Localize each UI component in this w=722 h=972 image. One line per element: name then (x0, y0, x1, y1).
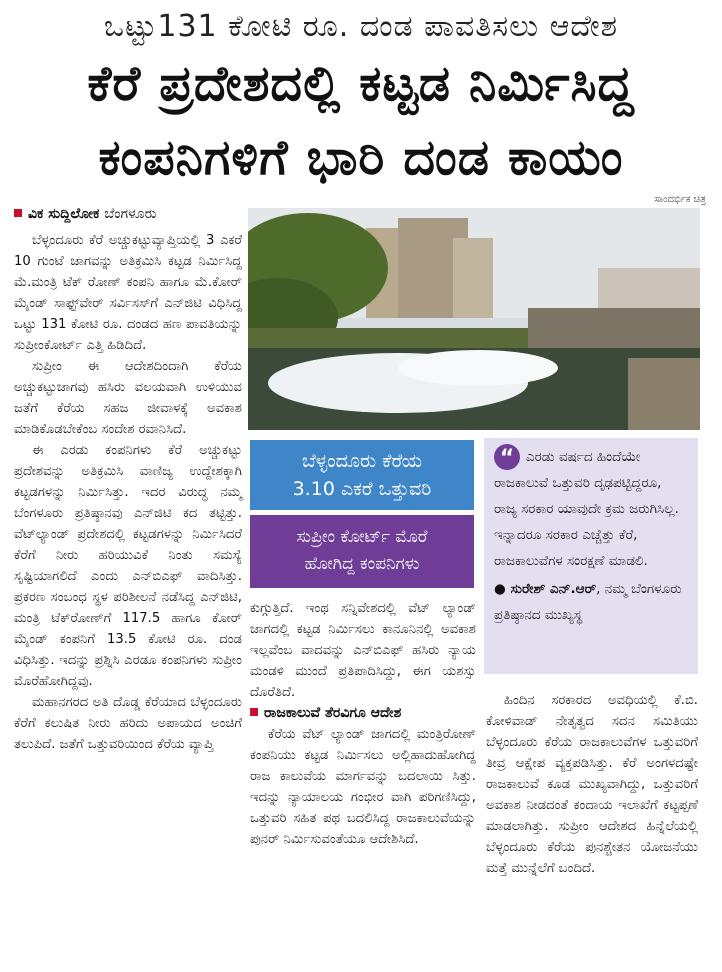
bullet-square-icon (14, 209, 22, 217)
article-column-2 (250, 598, 476, 850)
byline (14, 206, 244, 222)
bullet-dot-icon: ● (494, 581, 511, 597)
kicker: ಒಟ್ಟು131 ಕೋಟಿ ರೂ. ದಂಡ ಪಾವತಿಸಲು ಆದೇಶ (103, 9, 619, 44)
article-column-3 (486, 690, 698, 879)
paragraph: ಹಿಂದಿನ ಸರಕಾರದ ಅವಧಿಯಲ್ಲಿ ಕೆ.ಬಿ. ಕೋಳಿವಾಡ್ ನೇತೃತ್ವದ ಸದನ ಸಮಿತಿಯು ಬೆಳ್ಳಂದೂರು ಕೆರೆಯ ರಾಜಕಾಲುವೆಗಳ ಒತ್ತುವರಿಗೆ ತೀವ್ರ ಆಕ್ಷೇಪ ವ್ಯಕ್ತಪಡಿಸಿತ್ತು. ಕೆರೆ ಅಂಗಳದಷ್ಟೇ ರಾಜಕಾಲುವೆ ಕೂಡ ಮುಖ್ಯವಾಗಿದ್ದು, ಒತ್ತುವರಿಗೆ ಅವಕಾಶ ನೀಡದಂತೆ ಕಂದಾಯ ಇಲಾಖೆಗೆ ಕಟ್ಟಪ್ಪಣೆ ಮಾಡಲಾಗಿತ್ತು. ಸುಪ್ರೀಂ ಆದೇಶದ ಹಿನ್ನೆಲೆಯಲ್ಲಿ ಬೆಳ್ಳಂದೂರು ಕೆರೆಯ ಪುನಶ್ಚೇತನ ಯೋಜನೆಯು ಮತ್ತೆ ಮುನ್ನೆಲೆಗೆ ಬಂದಿದೆ. (486, 693, 698, 876)
quote-box (484, 438, 698, 674)
subhead-text: ರಾಜಕಾಲುವೆ ತೆರವಿಗೂ ಆದೇಶ (264, 705, 402, 721)
quote-icon: “ (494, 444, 520, 470)
highlight-line: ಬೆಳ್ಳಂದೂರು ಕೆರೆಯ (301, 450, 423, 472)
quote-attribution (494, 576, 688, 628)
paragraph: ಈ ಎರಡು ಕಂಪನಿಗಳು ಕೆರೆ ಅಚ್ಚುಕಟ್ಟು ಪ್ರದೇಶವನ್ನು ಅತಿಕ್ರಮಿಸಿ ವಾಣಿಜ್ಯ ಉದ್ದೇಶಕ್ಕಾಗಿ ಕಟ್ಟಡಗಳನ್ನು ನಿರ್ಮಿಸಿತ್ತು. ಇದರ ವಿರುದ್ಧ ನಮ್ಮ ಬೆಂಗಳೂರು ಪ್ರತಿಷ್ಠಾನವು ಎನ್‌ಜಿಟಿ ಕದ ತಟ್ಟಿತ್ತು. ವೆಟ್‌ಲ್ಯಾಂಡ್ ಪ್ರದೇಶದಲ್ಲಿ ಕಟ್ಟಡಗಳನ್ನು ನಿರ್ಮಿಸಿದರೆ ಕೆರೆಗೆ ನೀರು ಹರಿಯುವಿಕೆ ನಿಂತು ಸಮಸ್ಯೆ ಸೃಷ್ಟಿಯಾಗಲಿದೆ ಎಂದು ಎನ್‌ಬಿಎಫ್ ವಾದಿಸಿತ್ತು. ಪ್ರಕರಣ ಸಂಬಂಧ ಸ್ಥಳ ಪರಿಶೀಲನೆ ನಡೆಸಿದ್ದ ಎನ್‌ಜಿಟಿ, ಮಂತ್ರಿ ಟೆಕ್‌ರೋಣ್‌ಗೆ 117.5 ಹಾಗೂ ಕೋರ್ ಮೈಂಡ್ ಕಂಪನಿಗೆ 13.5 ಕೋಟಿ ರೂ. ದಂಡ ವಿಧಿಸಿತ್ತು. ಇದನ್ನು ಪ್ರಶ್ನಿಸಿ ಎರಡೂ ಕಂಪನಿಗಳು ಸುಪ್ರೀಂ ಮೊರೆಹೋಗಿದ್ದವು. (14, 443, 242, 689)
quote-text: ಎರಡು ವರ್ಷದ ಹಿಂದೆಯೇ ರಾಜಕಾಲುವೆ ಒತ್ತುವರಿ ದೃಢಪಟ್ಟಿದ್ದರೂ, ರಾಜ್ಯ ಸರಕಾರ ಯಾವುದೇ ಕ್ರಮ ಜರುಗಿಸಿಲ್ಲ. ಇನ್ನಾದರೂ ಸರಕಾರ ಎಚ್ಚೆತ್ತು ಕೆರೆ, ರಾಜಕಾಲುವೆಗಳ ಸಂರಕ್ಷಣೆ ಮಾಡಲಿ. (494, 449, 679, 569)
bullet-square-icon (250, 708, 258, 716)
highlight-box-supreme-court (250, 515, 474, 588)
quote-role: , ನಮ್ಮ ಬೆಂಗಳೂರು ಪ್ರತಿಷ್ಠಾನದ ಮುಖ್ಯಸ್ಥ (494, 581, 682, 623)
article-column-1 (14, 230, 242, 755)
byline-source: ವಿಕ ಸುದ್ದಿಲೋಕ (28, 206, 100, 222)
quote-author: ಸುರೇಶ್ ಎನ್.ಆರ್ (510, 581, 597, 597)
headline-line-2: ಕಂಪನಿಗಳಿಗೆ ಭಾರಿ ದಂಡ ಕಾಯಂ (98, 129, 624, 186)
paragraph: ಬೆಳ್ಳಂದೂರು ಕೆರೆ ಅಚ್ಚುಕಟ್ಟುವ್ಯಾಪ್ತಿಯಲ್ಲಿ 3 ಎಕರೆ 10 ಗುಂಟೆ ಜಾಗವನ್ನು ಅತಿಕ್ರಮಿಸಿ ಕಟ್ಟಡ ನಿರ್ಮಿಸಿದ್ದ ಮೆ.ಮಂತ್ರಿ ಟೆಕ್ ರೋಣ್ ಕಂಪನಿ ಹಾಗೂ ಮೆ.ಕೋರ್ ಮೈಂಡ್ ಸಾಫ್ಟ್‌ವೇರ್ ಸರ್ವಿಸಸ್‌ಗೆ ಎನ್‌ಜಿಟಿ ವಿಧಿಸಿದ್ದ ಒಟ್ಟು 131 ಕೋಟಿ ರೂ. ದಂಡದ ಹಣ ಪಾವತಿಯನ್ನು ಸುಪ್ರೀಂಕೋರ್ಟ್ ಎತ್ತಿ ಹಿಡಿದಿದೆ. (14, 233, 242, 353)
highlight-box-encroachment (250, 440, 474, 510)
paragraph: ಸುಪ್ರೀಂ ಈ ಆದೇಶದಿಂದಾಗಿ ಕೆರೆಯ ಅಚ್ಚುಕಟ್ಟುಜಾಗವು ಹಸಿರು ವಲಯವಾಗಿ ಉಳಿಯುವ ಜತೆಗೆ ಕೆರೆಯ ಸಹಜ ಜೀವಾಳಕ್ಕೆ ಅವಕಾಶ ಮಾಡಿಕೊಡಬೇಕೆಂಬ ಸಂದೇಶ ರವಾನಿಸಿದೆ. (14, 359, 242, 437)
headline-line-1: ಕೆರೆ ಪ್ರದೇಶದಲ್ಲಿ ಕಟ್ಟಡ ನಿರ್ಮಿಸಿದ್ದ (87, 55, 635, 112)
paragraph: ಕೆರೆಯ ವೆಟ್ ಲ್ಯಾಂಡ್ ಜಾಗದಲ್ಲಿ ಮಂತ್ರಿರೋಣ್ ಕಂಪನಿಯು ಕಟ್ಟಡ ನಿರ್ಮಿಸಲು ಅಲ್ಲಿಹಾದುಹೋಗಿದ್ದ ರಾಜ ಕಾಲುವೆಯ ಮಾರ್ಗವನ್ನು ಬದಲಾಯಿ ಸಿತ್ತು. ಇದನ್ನು ನ್ಯಾಯಾಲಯ ಗಂಭೀರ ವಾಗಿ ಪರಿಗಣಿಸಿದ್ದು, ಒತ್ತುವರಿ ಸಹಿತ ಪಥ ಬದಲಿಸಿದ್ದ ರಾಜಕಾಲುವೆಯನ್ನು ಪುನರ್ ನಿರ್ಮಿಸುವಂತೆಯೂ ಆದೇಶಿಸಿದೆ. (250, 727, 476, 847)
subhead (250, 703, 476, 724)
lake-photo (248, 208, 700, 430)
highlight-line: ಸುಪ್ರೀಂ ಕೋರ್ಟ್ ಮೊರೆ (296, 527, 428, 547)
paragraph: ಮಹಾನಗರದ ಅತಿ ದೊಡ್ಡ ಕೆರೆಯಾದ ಬೆಳ್ಳಂದೂರು ಕೆರೆಗೆ ಕಲುಷಿತ ನೀರು ಹರಿದು ಅಪಾಯದ ಅಂಚಿಗೆ ತಲುಪಿದೆ. ಜತೆಗೆ ಒತ್ತುವರಿಯಿಂದ ಕೆರೆಯ ವ್ಯಾಪ್ತಿ (14, 695, 242, 752)
highlight-line: ಹೋಗಿದ್ದ ಕಂಪನಿಗಳು (304, 554, 420, 574)
paragraph: ಕುಗ್ಗುತ್ತಿದೆ. ಇಂಥ ಸನ್ನಿವೇಶದಲ್ಲಿ ವೆಟ್ ಲ್ಯಾಂಡ್ ಜಾಗದಲ್ಲಿ ಕಟ್ಟಡ ನಿರ್ಮಿಸಲು ಕಾನೂನಿನಲ್ಲಿ ಅವಕಾಶ ಇಲ್ಲವೆಂಬ ವಾದವನ್ನು ಎನ್‌ಬಿಎಫ್ ಹಸಿರು ನ್ಯಾಯ ಮಂಡಳಿ ಮುಂದೆ ಪ್ರತಿಪಾದಿಸಿದ್ದು, ಈಗ ಯಶಸ್ಸು ದೊರೆತಿದೆ. (250, 601, 476, 700)
byline-city: ಬೆಂಗಳೂರು (104, 206, 157, 222)
highlight-line: 3.10 ಎಕರೆ ಒತ್ತುವರಿ (292, 478, 432, 500)
photo-credit: ಸಾಂದರ್ಭಿಕ ಚಿತ್ರ (654, 194, 706, 205)
